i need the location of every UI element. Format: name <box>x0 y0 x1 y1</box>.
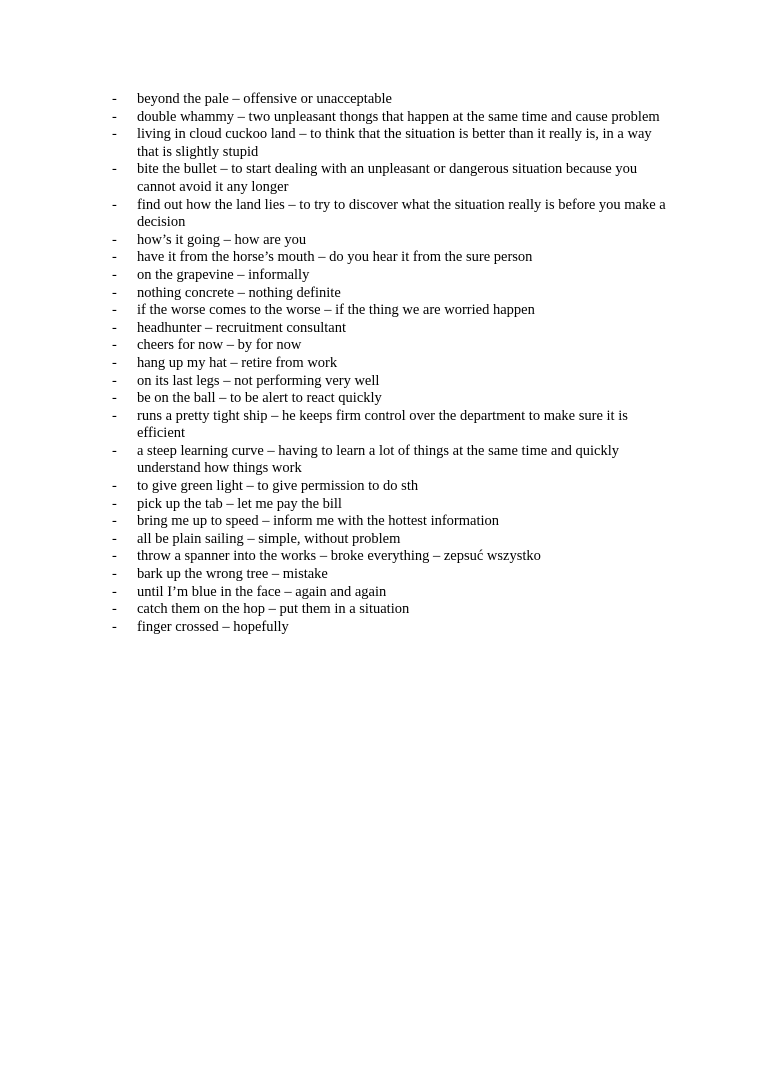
list-item-text: double whammy – two unpleasant thongs that happen at the same time and cause problem <box>137 108 660 125</box>
list-item-text: be on the ball – to be alert to react quickly <box>137 390 382 407</box>
list-bullet: - <box>112 337 117 354</box>
list-item-text: if the worse comes to the worse – if the thing we are worried happen <box>137 302 535 319</box>
list-item-text: how’s it going – how are you <box>137 231 307 248</box>
list-item-text: headhunter – recruitment consultant <box>137 319 346 336</box>
list-bullet: - <box>112 354 117 371</box>
list-item-text: nothing concrete – nothing definite <box>137 284 341 301</box>
list-item <box>112 232 672 250</box>
list-bullet: - <box>112 530 117 547</box>
list-item-text: living in cloud cuckoo land – to think that the situation is better than it really is, in a way that is slightly stupid <box>137 126 652 160</box>
list-item <box>112 548 672 566</box>
list-item <box>112 91 672 109</box>
list-item <box>112 496 672 514</box>
list-bullet: - <box>112 442 117 459</box>
list-item-text: finger crossed – hopefully <box>137 618 289 635</box>
list-bullet: - <box>112 618 117 635</box>
list-item <box>112 408 672 443</box>
list-item-text: runs a pretty tight ship – he keeps firm control over the department to make sure it is efficient <box>137 407 628 442</box>
list-item <box>112 513 672 531</box>
list-bullet: - <box>112 302 117 319</box>
list-item <box>112 443 672 478</box>
list-bullet: - <box>112 513 117 530</box>
list-bullet: - <box>112 601 117 618</box>
list-bullet: - <box>112 126 117 143</box>
list-item-text: on its last legs – not performing very well <box>137 372 380 389</box>
list-item-text: bite the bullet – to start dealing with an unpleasant or dangerous situation because you cannot avoid it any longer <box>137 161 638 195</box>
list-item <box>112 302 672 320</box>
list-bullet: - <box>112 266 117 283</box>
list-bullet: - <box>112 407 117 424</box>
list-item <box>112 285 672 303</box>
list-bullet: - <box>112 231 117 248</box>
list-bullet: - <box>112 249 117 266</box>
list-item-text: throw a spanner into the works – broke everything – zepsuć wszystko <box>137 548 541 565</box>
list-bullet: - <box>112 495 117 512</box>
list-item <box>112 373 672 391</box>
list-bullet: - <box>112 372 117 389</box>
list-item <box>112 531 672 549</box>
list-bullet: - <box>112 390 117 407</box>
list-item <box>112 267 672 285</box>
list-item-text: hang up my hat – retire from work <box>137 354 338 371</box>
list-item-text: bring me up to speed – inform me with the hottest information <box>137 513 500 530</box>
list-item <box>112 126 672 161</box>
list-item <box>112 619 672 637</box>
list-bullet: - <box>112 161 117 178</box>
list-bullet: - <box>112 196 117 213</box>
list-item-text: beyond the pale – offensive or unacceptable <box>137 91 392 107</box>
list-item <box>112 566 672 584</box>
list-bullet: - <box>112 478 117 495</box>
list-item-text: bark up the wrong tree – mistake <box>137 566 328 583</box>
list-item-text: to give green light – to give permission to do sth <box>137 478 419 495</box>
list-item <box>112 197 672 232</box>
list-item-text: a steep learning curve – having to learn a lot of things at the same time and quickly understand how things work <box>137 442 619 477</box>
list-bullet: - <box>112 566 117 583</box>
list-item <box>112 478 672 496</box>
list-item <box>112 355 672 373</box>
list-bullet: - <box>112 319 117 336</box>
list-item <box>112 584 672 602</box>
list-item-text: catch them on the hop – put them in a situation <box>137 601 410 618</box>
list-item-text: find out how the land lies – to try to discover what the situation really is before you make a decision <box>137 196 666 231</box>
list-bullet: - <box>112 583 117 600</box>
list-item <box>112 601 672 619</box>
idiom-list <box>112 91 672 636</box>
list-item <box>112 337 672 355</box>
list-item-text: pick up the tab – let me pay the bill <box>137 495 342 512</box>
list-item-text: have it from the horse’s mouth – do you hear it from the sure person <box>137 249 533 266</box>
list-item <box>112 390 672 408</box>
list-bullet: - <box>112 548 117 565</box>
list-item-text: all be plain sailing – simple, without problem <box>137 530 401 547</box>
list-bullet: - <box>112 108 117 125</box>
list-item-text: cheers for now – by for now <box>137 337 302 354</box>
list-item <box>112 320 672 338</box>
list-bullet: - <box>112 91 117 107</box>
list-item <box>112 249 672 267</box>
list-bullet: - <box>112 284 117 301</box>
list-item-text: on the grapevine – informally <box>137 266 310 283</box>
list-item <box>112 161 672 196</box>
list-item <box>112 109 672 127</box>
list-item-text: until I’m blue in the face – again and again <box>137 583 387 600</box>
